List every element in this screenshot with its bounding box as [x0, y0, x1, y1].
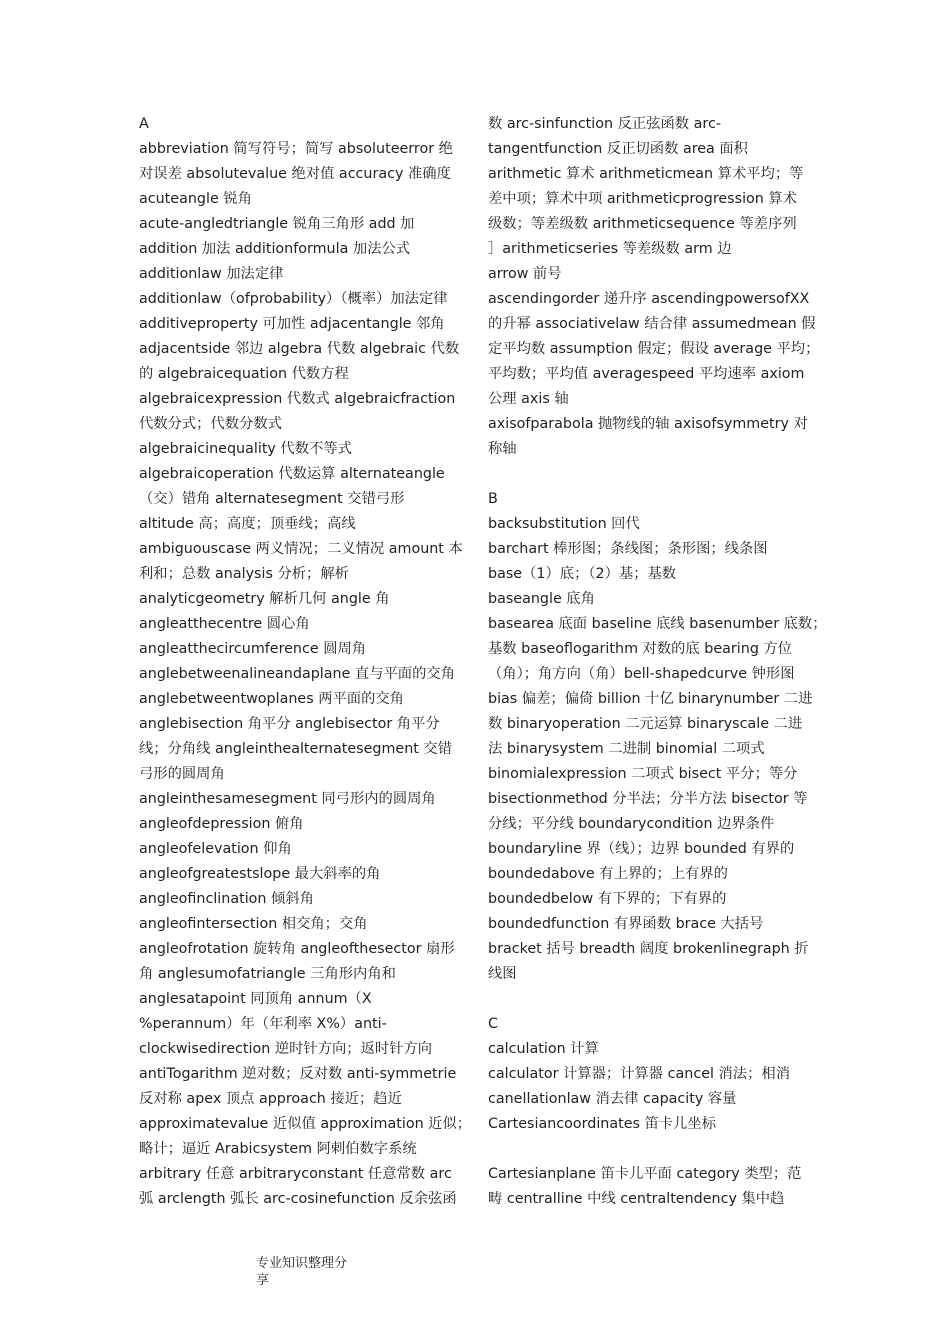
- footer-line: 专业知识整理分: [256, 1256, 348, 1271]
- glossary-line: 利和；总数 analysis 分析；解析: [139, 566, 349, 582]
- glossary-line: approximatevalue 近似值 approximation 近似；: [139, 1116, 472, 1132]
- glossary-line: adjacentside 邻边 algebra 代数 algebraic 代数: [139, 341, 460, 357]
- glossary-line: 略计；逼近 Arabicsystem 阿剌伯数字系统: [139, 1141, 417, 1157]
- glossary-line: 弓形的圆周角: [139, 766, 225, 782]
- glossary-line: acute-angledtriangle 锐角三角形 add 加: [139, 216, 415, 232]
- glossary-line: binomialexpression 二项式 bisect 平分；等分: [488, 766, 798, 782]
- page-footer: [256, 1255, 366, 1289]
- glossary-line: baseangle 底角: [488, 591, 595, 607]
- glossary-line: anglebetweentwoplanes 两平面的交角: [139, 691, 404, 707]
- glossary-line: boundedfunction 有界函数 brace 大括号: [488, 916, 764, 932]
- glossary-line: 线图: [488, 966, 517, 982]
- glossary-line: addition 加法 additionformula 加法公式: [139, 241, 411, 257]
- glossary-line: angleofelevation 仰角: [139, 841, 292, 857]
- glossary-line: angleinthesamesegment 同弓形内的圆周角: [139, 791, 436, 807]
- glossary-line: （交）错角 alternatesegment 交错弓形: [139, 491, 405, 507]
- glossary-line: additionlaw 加法定律: [139, 266, 284, 282]
- glossary-line: algebraicexpression 代数式 algebraicfraction: [139, 391, 456, 407]
- glossary-line: 分线；平分线 boundarycondition 边界条件: [488, 816, 775, 832]
- right-column: [488, 112, 827, 1212]
- glossary-line: B: [488, 491, 498, 507]
- glossary-line: analyticgeometry 解析几何 angle 角: [139, 591, 390, 607]
- glossary-line: %perannum）年（年利率 X%）anti-: [139, 1016, 387, 1032]
- glossary-line: acuteangle 锐角: [139, 191, 252, 207]
- glossary-line: boundedbelow 有下界的；下有界的: [488, 891, 727, 907]
- glossary-line: algebraicinequality 代数不等式: [139, 441, 352, 457]
- glossary-line: angleofinclination 倾斜角: [139, 891, 314, 907]
- glossary-line: arrow 前号: [488, 266, 562, 282]
- glossary-line: Cartesianplane 笛卡儿平面 category 类型；范: [488, 1166, 802, 1182]
- glossary-line: boundaryline 界（线）；边界 bounded 有界的: [488, 841, 795, 857]
- glossary-line: 公理 axis 轴: [488, 391, 569, 407]
- left-column: [139, 112, 472, 1212]
- glossary-line: algebraicoperation 代数运算 alternateangle: [139, 466, 445, 482]
- glossary-line: angleofintersection 相交角；交角: [139, 916, 368, 932]
- glossary-line: 对误差 absolutevalue 绝对值 accuracy 准确度: [139, 166, 451, 182]
- glossary-line: 弧 arclength 弧长 arc-cosinefunction 反余弦函: [139, 1191, 457, 1207]
- glossary-line: clockwisedirection 逆时针方向；返时针方向: [139, 1041, 433, 1057]
- glossary-line: tangentfunction 反正切函数 area 面积: [488, 141, 748, 157]
- glossary-line: additiveproperty 可加性 adjacentangle 邻角: [139, 316, 445, 332]
- glossary-line: 畴 centralline 中线 centraltendency 集中趋: [488, 1191, 785, 1207]
- glossary-line: [488, 987, 813, 1012]
- glossary-line: 定平均数 assumption 假定；假设 average 平均；: [488, 341, 820, 357]
- glossary-line: 线；分角线 angleinthealternatesegment 交错: [139, 741, 453, 757]
- glossary-line: 平均数；平均值 averagespeed 平均速率 axiom: [488, 366, 805, 382]
- glossary-line: anglesatapoint 同顶角 annum（X: [139, 991, 372, 1007]
- glossary-line: axisofparabola 抛物线的轴 axisofsymmetry 对: [488, 416, 808, 432]
- glossary-line: bisectionmethod 分半法；分半方法 bisector 等: [488, 791, 808, 807]
- glossary-line: antiTogarithm 逆对数；反对数 anti-symmetrie: [139, 1066, 457, 1082]
- glossary-line: canellationlaw 消去律 capacity 容量: [488, 1091, 737, 1107]
- glossary-line: 称轴: [488, 441, 517, 457]
- glossary-line: 基数 baseoflogarithm 对数的底 bearing 方位: [488, 641, 793, 657]
- glossary-line: 的 algebraicequation 代数方程: [139, 366, 349, 382]
- glossary-line: C: [488, 1016, 498, 1032]
- glossary-line: bias 偏差；偏倚 billion 十亿 binarynumber 二进: [488, 691, 813, 707]
- glossary-line: （角）；角方向（角）bell-shapedcurve 钟形图: [488, 666, 795, 682]
- glossary-line: arithmetic 算术 arithmeticmean 算术平均；等: [488, 166, 804, 182]
- glossary-line: angleofgreatestslope 最大斜率的角: [139, 866, 381, 882]
- glossary-line: boundedabove 有上界的；上有界的: [488, 866, 728, 882]
- glossary-line: abbreviation 简写符号；简写 absoluteerror 绝: [139, 141, 453, 157]
- glossary-line: ］arithmeticseries 等差级数 arm 边: [488, 241, 732, 257]
- glossary-line: 数 arc-sinfunction 反正弦函数 arc-: [488, 116, 721, 132]
- glossary-line: ascendingorder 递升序 ascendingpowersofXX: [488, 291, 810, 307]
- glossary-line: barchart 棒形图；条线图；条形图；线条图: [488, 541, 768, 557]
- glossary-line: ambiguouscase 两义情况；二义情况 amount 本: [139, 541, 463, 557]
- glossary-line: [488, 462, 813, 487]
- glossary-line: 数 binaryoperation 二元运算 binaryscale 二进: [488, 716, 803, 732]
- glossary-line: 差中项；算术中项 arithmeticprogression 算术: [488, 191, 797, 207]
- glossary-line: 级数；等差级数 arithmeticsequence 等差序列: [488, 216, 797, 232]
- glossary-line: 法 binarysystem 二进制 binomial 二项式: [488, 741, 765, 757]
- glossary-line: bracket 括号 breadth 阔度 brokenlinegraph 折: [488, 941, 809, 957]
- glossary-line: anglebisection 角平分 anglebisector 角平分: [139, 716, 440, 732]
- glossary-line: additionlaw（ofprobability）（概率）加法定律: [139, 291, 448, 307]
- glossary-line: A: [139, 116, 149, 132]
- glossary-line: angleatthecentre 圆心角: [139, 616, 310, 632]
- glossary-line: angleofrotation 旋转角 angleofthesector 扇形: [139, 941, 455, 957]
- glossary-line: calculator 计算器；计算器 cancel 消法；相消: [488, 1066, 790, 1082]
- glossary-line: calculation 计算: [488, 1041, 599, 1057]
- glossary-line: arbitrary 任意 arbitraryconstant 任意常数 arc: [139, 1166, 452, 1182]
- glossary-line: 的升幂 associativelaw 结合律 assumedmean 假: [488, 316, 816, 332]
- glossary-line: angleatthecircumference 圆周角: [139, 641, 367, 657]
- glossary-line: 反对称 apex 顶点 approach 接近；趋近: [139, 1091, 402, 1107]
- glossary-line: [488, 1137, 813, 1162]
- glossary-line: Cartesiancoordinates 笛卡儿坐标: [488, 1116, 716, 1132]
- glossary-line: backsubstitution 回代: [488, 516, 640, 532]
- glossary-line: basearea 底面 baseline 底线 basenumber 底数；: [488, 616, 827, 632]
- glossary-line: base（1）底；（2）基；基数: [488, 566, 677, 582]
- glossary-line: 角 anglesumofatriangle 三角形内角和: [139, 966, 396, 982]
- glossary-line: angleofdepression 俯角: [139, 816, 304, 832]
- glossary-line: 代数分式；代数分数式: [139, 416, 282, 432]
- glossary-line: altitude 高；高度；顶垂线；高线: [139, 516, 356, 532]
- footer-line: 享: [256, 1273, 270, 1288]
- glossary-line: anglebetweenalineandaplane 直与平面的交角: [139, 666, 455, 682]
